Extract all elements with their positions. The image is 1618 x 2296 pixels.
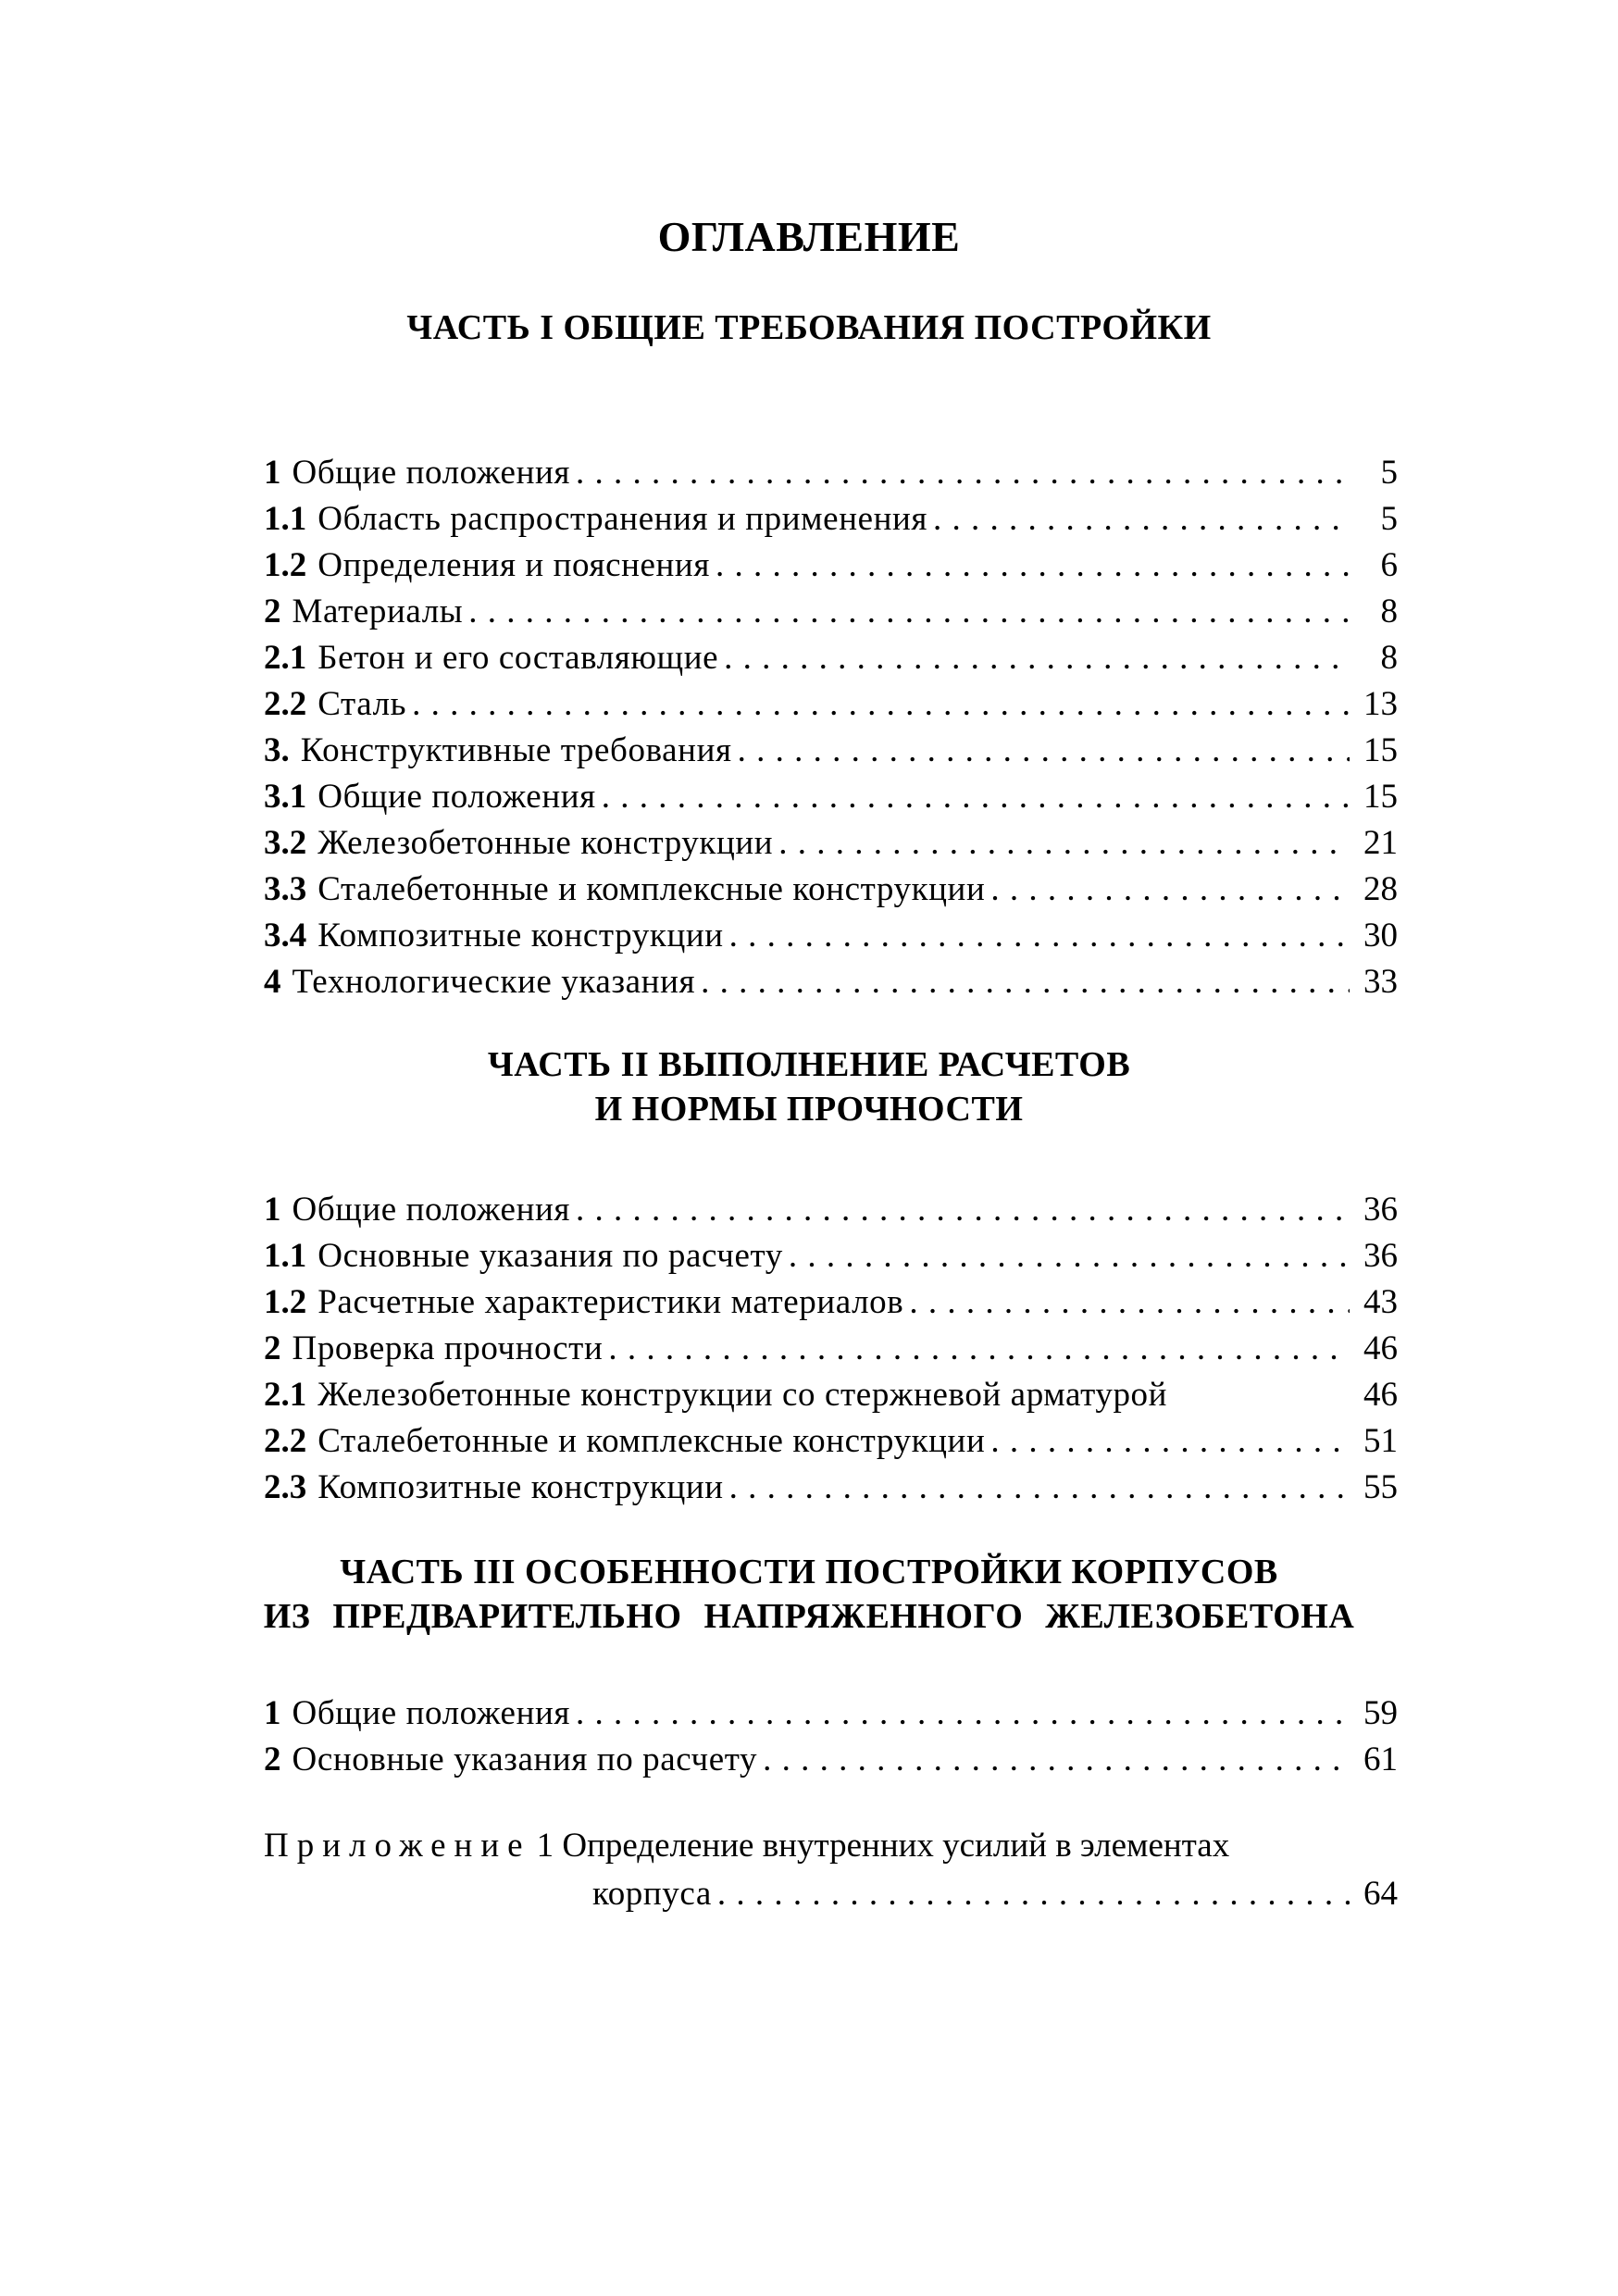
toc-dot-leader [789,1233,1350,1279]
toc-dot-leader [729,913,1350,959]
toc-entry-page: 8 [1380,639,1398,677]
part-3-heading-line-1: ЧАСТЬ III ОСОБЕННОСТИ ПОСТРОЙКИ КОРПУСОВ [340,1553,1278,1591]
toc-entry-number: 2.3 [264,1468,307,1506]
toc-entry-page: 55 [1363,1468,1398,1506]
toc-entry-number: 1 [264,1191,281,1229]
toc-dot-leader [933,496,1350,543]
toc-entry[interactable] [264,681,1398,728]
toc-entry-number: 1.2 [264,546,307,584]
toc-entry[interactable] [264,1326,1398,1372]
toc-entry-title: Основные указания по расчету [317,1237,783,1275]
appendix-entry[interactable] [264,1822,1398,1918]
page-title: ОГЛАВЛЕНИЕ [657,213,961,260]
toc-entry-page: 30 [1363,917,1398,955]
appendix-line-2 [264,1870,1398,1918]
appendix-title: 1 Определение внутренних усилий в элементах [536,1827,1230,1865]
toc-entry-page: 6 [1380,546,1398,584]
toc-entry[interactable] [264,1372,1398,1418]
toc-dot-leader [724,635,1350,681]
toc-dot-leader [717,1870,1350,1918]
toc-entry-title: Расчетные характеристики материалов [317,1283,904,1321]
toc-dot-leader [576,1691,1350,1737]
part-1-toc-list [264,450,1398,1005]
toc-entry[interactable] [264,635,1398,681]
toc-entry-page: 15 [1363,731,1398,769]
toc-entry-number: 3.2 [264,824,307,862]
toc-dot-leader [729,1465,1350,1511]
part-2-heading-line-1: ЧАСТЬ II ВЫПОЛНЕНИЕ РАСЧЕТОВ [487,1045,1131,1084]
part-3-heading [0,1550,1618,1639]
toc-entry[interactable] [264,1187,1398,1233]
toc-entry-page: 21 [1363,824,1398,862]
toc-entry-page: 13 [1363,685,1398,723]
toc-dot-leader [990,867,1350,913]
toc-entry[interactable] [264,728,1398,774]
appendix-page: 64 [1363,1875,1398,1913]
toc-entry-page: 59 [1363,1694,1398,1732]
toc-entry[interactable] [264,820,1398,867]
appendix-label: Приложение [264,1827,531,1865]
toc-entry[interactable] [264,1233,1398,1279]
toc-dot-leader [608,1326,1350,1372]
toc-entry-title: Область распространения и применения [317,500,928,538]
toc-entry-title: Железобетонные конструкции [317,824,774,862]
toc-entry-page: 51 [1363,1422,1398,1460]
toc-entry-number: 1 [264,454,281,492]
part-2-heading [0,1042,1618,1131]
toc-dot-leader [990,1418,1350,1465]
toc-entry-title: Материалы [292,593,464,630]
toc-entry-title: Общие положения [292,1694,570,1732]
appendix-line-1 [264,1822,1398,1870]
toc-entry-number: 2.2 [264,1422,307,1460]
toc-entry-number: 1.1 [264,1237,307,1275]
toc-entry-page: 28 [1363,870,1398,908]
toc-entry-page: 5 [1380,500,1398,538]
toc-entry-title: Конструктивные требования [300,731,732,769]
toc-entry[interactable] [264,774,1398,820]
toc-entry-page: 15 [1363,778,1398,816]
toc-entry-number: 1.1 [264,500,307,538]
toc-entry[interactable] [264,1737,1398,1783]
toc-entry-title: Композитные конструкции [317,917,724,955]
toc-entry-number: 2.2 [264,685,307,723]
toc-entry-title: Композитные конструкции [317,1468,724,1506]
toc-entry-page: 8 [1380,593,1398,630]
toc-dot-leader [763,1737,1350,1783]
toc-entry-page: 36 [1363,1237,1398,1275]
toc-entry-number: 2 [264,593,281,630]
toc-entry-number: 2.1 [264,1376,307,1414]
toc-entry-title: Общие положения [317,778,596,816]
toc-entry-number: 3.3 [264,870,307,908]
toc-entry-number: 1.2 [264,1283,307,1321]
part-3-heading-line-2: ИЗ ПРЕДВАРИТЕЛЬНО НАПРЯЖЕННОГО ЖЕЛЕЗОБЕТОНА [263,1597,1355,1636]
toc-entry[interactable] [264,496,1398,543]
toc-entry-title: Железобетонные конструкции со стержневой арматурой [317,1376,1168,1414]
toc-dot-leader [909,1279,1350,1326]
toc-entry[interactable] [264,1279,1398,1326]
toc-entry-number: 3. [264,731,290,769]
toc-entry[interactable] [264,959,1398,1005]
toc-entry-title: Технологические указания [292,963,696,1001]
toc-entry-title: Проверка прочности [292,1329,604,1367]
toc-entry[interactable] [264,450,1398,496]
part-1-heading [0,306,1618,350]
toc-dot-leader [576,450,1350,496]
toc-dot-leader [412,681,1350,728]
toc-dot-leader [778,820,1350,867]
toc-entry-title: Общие положения [292,1191,570,1229]
part-3-toc-list [264,1691,1398,1783]
toc-entry-title: Основные указания по расчету [292,1741,758,1778]
toc-dot-leader [701,959,1350,1005]
toc-entry-title: Определения и пояснения [317,546,710,584]
toc-entry-number: 2 [264,1329,281,1367]
toc-entry-page: 46 [1363,1376,1398,1414]
toc-entry-page: 33 [1363,963,1398,1001]
toc-entry[interactable] [264,1418,1398,1465]
toc-entry-page: 5 [1380,454,1398,492]
toc-entry[interactable] [264,543,1398,589]
toc-entry-page: 36 [1363,1191,1398,1229]
toc-dot-leader [716,543,1350,589]
toc-dot-leader [576,1187,1350,1233]
toc-entry-number: 1 [264,1694,281,1732]
toc-entry[interactable] [264,589,1398,635]
toc-entry-page: 61 [1363,1741,1398,1778]
toc-dot-leader [602,774,1350,820]
toc-entry[interactable] [264,867,1398,913]
toc-entry-title: Сталебетонные и комплексные конструкции [317,1422,986,1460]
toc-dot-leader [738,728,1350,774]
part-2-toc-list [264,1187,1398,1511]
toc-entry-number: 3.4 [264,917,307,955]
toc-entry-number: 2.1 [264,639,307,677]
toc-entry-number: 3.1 [264,778,307,816]
part-1-heading-line: ЧАСТЬ I ОБЩИЕ ТРЕБОВАНИЯ ПОСТРОЙКИ [406,308,1212,347]
appendix-title-continued: корпуса [592,1875,712,1913]
toc-entry[interactable] [264,913,1398,959]
toc-entry[interactable] [264,1691,1398,1737]
toc-entry-number: 4 [264,963,281,1001]
toc-entry-title: Общие положения [292,454,570,492]
toc-entry-title: Бетон и его составляющие [317,639,719,677]
toc-entry-page: 43 [1363,1283,1398,1321]
toc-entry[interactable] [264,1465,1398,1511]
toc-dot-leader [468,589,1350,635]
part-2-heading-line-2: И НОРМЫ ПРОЧНОСТИ [594,1090,1024,1129]
toc-entry-title: Сталь [317,685,407,723]
toc-entry-number: 2 [264,1741,281,1778]
toc-entry-page: 46 [1363,1329,1398,1367]
toc-entry-title: Сталебетонные и комплексные конструкции [317,870,986,908]
